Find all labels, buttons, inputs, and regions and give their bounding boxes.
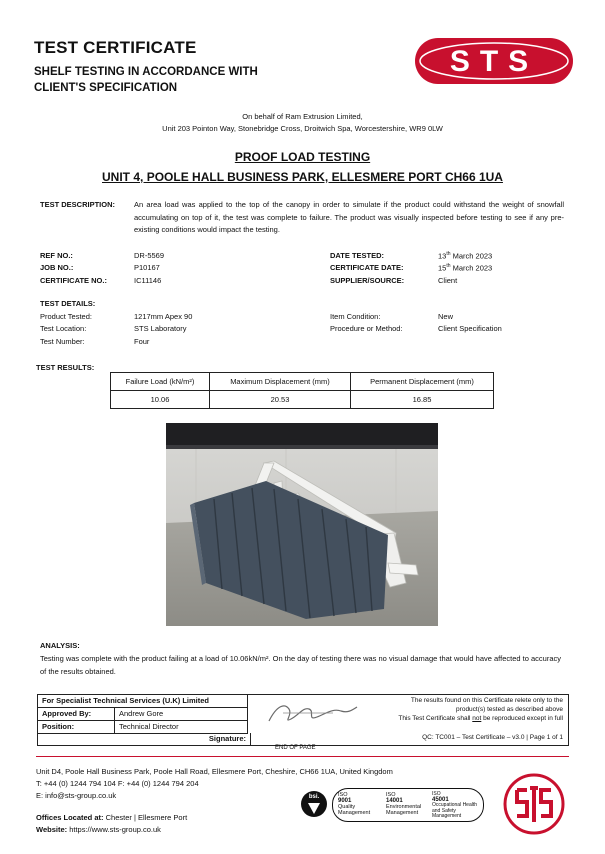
- permanent-displacement-value: 16.85: [351, 391, 494, 409]
- footer-phone: T: +44 (0) 1244 794 104 F: +44 (0) 1244 794 204: [36, 779, 199, 788]
- note-line-3b: not: [472, 715, 482, 722]
- signature-image: [263, 699, 363, 729]
- note-line-3c: be reproduced except in full: [481, 715, 563, 722]
- max-displacement-header: Maximum Displacement (mm): [210, 373, 351, 391]
- iso-14001-b: 14001: [386, 798, 403, 804]
- failure-load-value: 10.06: [111, 391, 210, 409]
- iso-9001-c: Quality Management: [338, 804, 371, 816]
- certificate-no-label: CERTIFICATE NO.:: [40, 276, 107, 285]
- test-results-label: TEST RESULTS:: [36, 363, 95, 372]
- iso-45001-a: ISO: [432, 791, 441, 797]
- iso-14001-a: ISO: [386, 792, 396, 798]
- max-displacement-value: 20.53: [210, 391, 351, 409]
- note-line-3: [353, 714, 563, 726]
- iso-45001-b: 45001: [432, 796, 449, 803]
- analysis-text: Testing was complete with the product failing at a load of 10.06kN/m². On the day of testing there was no visual damage that would have affected to accuracy of the results obtained.: [40, 654, 561, 676]
- approved-by-value: Andrew Gore: [115, 708, 248, 721]
- company-line: For Specialist Technical Services (U.K) Limited: [38, 695, 248, 708]
- test-description-label: TEST DESCRIPTION:: [40, 200, 116, 209]
- section-heading: PROOF LOAD TESTING: [234, 150, 371, 164]
- behalf-line-1: On behalf of Ram Extrusion Limited,: [242, 112, 363, 121]
- sts-logo: [415, 38, 573, 84]
- iso-14001-badge: [386, 792, 432, 816]
- job-value: P10167: [134, 263, 160, 272]
- results-table: [110, 372, 494, 409]
- iso-14001-c: Environmental Management: [386, 804, 422, 816]
- footer-address: Unit D4, Poole Hall Business Park, Poole Hall Road, Ellesmere Port, Cheshire, CH66 1UA, United Kingdom: [36, 767, 393, 776]
- job-label: JOB NO.:: [40, 263, 74, 272]
- certificate-date-label: CERTIFICATE DATE:: [330, 263, 404, 272]
- qc-reference: QC: TC001 – Test Certificate – v3.0 | Page 1 of 1: [422, 734, 563, 741]
- item-condition-value: New: [438, 312, 454, 321]
- approved-by-label: Approved By:: [38, 708, 115, 721]
- behalf-line-2: Unit 203 Pointon Way, Stonebridge Cross, Droitwich Spa, Worcestershire, WR9 0LW: [162, 124, 443, 133]
- certificate-subtitle: SHELF TESTING IN ACCORDANCE WITH CLIENT'S SPECIFICATION: [34, 66, 258, 94]
- test-number-value: Four: [134, 337, 150, 346]
- certification-badges: [300, 786, 490, 824]
- bsi-text: bsi.: [308, 794, 320, 800]
- test-description-text: An area load was applied to the top of the canopy in order to simulate if the product could withstand the weight of snowfall accumulating on top of it, the test was complete to failure. The product was visually inspected before testing to see if any pre-existing conditions would impact the testing.: [134, 200, 564, 234]
- supplier-label: SUPPLIER/SOURCE:: [330, 276, 405, 285]
- test-number-label: Test Number:: [40, 337, 85, 346]
- product-tested-label: Product Tested:: [40, 312, 92, 321]
- analysis-label: ANALYSIS:: [40, 641, 80, 650]
- offices-value: Chester | Ellesmere Port: [105, 813, 188, 822]
- sts-logo-text: STS: [449, 45, 539, 78]
- bsi-kitemark-icon: [300, 786, 328, 822]
- procedure-label: Procedure or Method:: [330, 324, 403, 333]
- website-label: Website:: [36, 825, 68, 834]
- test-location-label: Test Location:: [40, 324, 87, 333]
- supplier-value: Client: [438, 276, 458, 285]
- ref-label: REF NO.:: [40, 251, 73, 260]
- permanent-displacement-header: Permanent Displacement (mm): [351, 373, 494, 391]
- procedure-value: Client Specification: [438, 324, 502, 333]
- footer-divider: [36, 756, 569, 757]
- iso-45001-badge: [432, 792, 482, 820]
- website-link[interactable]: https://www.sts-group.co.uk: [69, 825, 161, 834]
- iso-45001-c: Occupational Health and Safety Management: [432, 802, 478, 820]
- iso-9001-a: ISO: [338, 792, 348, 798]
- position-label: Position:: [38, 721, 115, 734]
- ref-value: DR-5569: [134, 251, 165, 260]
- footer-email: E: info@sts-group.co.uk: [36, 791, 117, 800]
- note-line-1: The results found on this Certificate relete only to the: [410, 697, 563, 704]
- certificate-title: TEST CERTIFICATE: [34, 38, 197, 57]
- test-location-value: STS Laboratory: [134, 324, 187, 333]
- test-details-heading: TEST DETAILS:: [40, 299, 96, 308]
- certificate-no-value: IC11146: [134, 276, 162, 285]
- signature-label: Signature:: [158, 733, 251, 745]
- certificate-date-value: 15th March 2023: [438, 263, 493, 273]
- iso-9001-badge: [338, 792, 384, 816]
- item-condition-label: Item Condition:: [330, 312, 381, 321]
- failure-load-header: Failure Load (kN/m²): [111, 373, 210, 391]
- note-line-2: product(s) tested as described above: [456, 706, 563, 713]
- end-of-page: END OF PAGE: [275, 745, 316, 751]
- note-line-3a: This Test Certificate shall: [398, 715, 473, 722]
- date-tested-label: DATE TESTED:: [330, 251, 385, 260]
- canopy-test-photo: [166, 423, 438, 626]
- product-tested-value: 1217mm Apex 90: [134, 312, 193, 321]
- position-value: Technical Director: [115, 721, 248, 734]
- sts-emblem-icon: [503, 770, 565, 838]
- section-subheading: UNIT 4, POOLE HALL BUSINESS PARK, ELLESMERE PORT CH66 1UA: [102, 170, 503, 184]
- offices-label: Offices Located at:: [36, 813, 104, 822]
- signoff-box: [37, 694, 569, 746]
- iso-9001-b: 9001: [338, 798, 352, 804]
- date-tested-value: 13th March 2023: [438, 251, 493, 261]
